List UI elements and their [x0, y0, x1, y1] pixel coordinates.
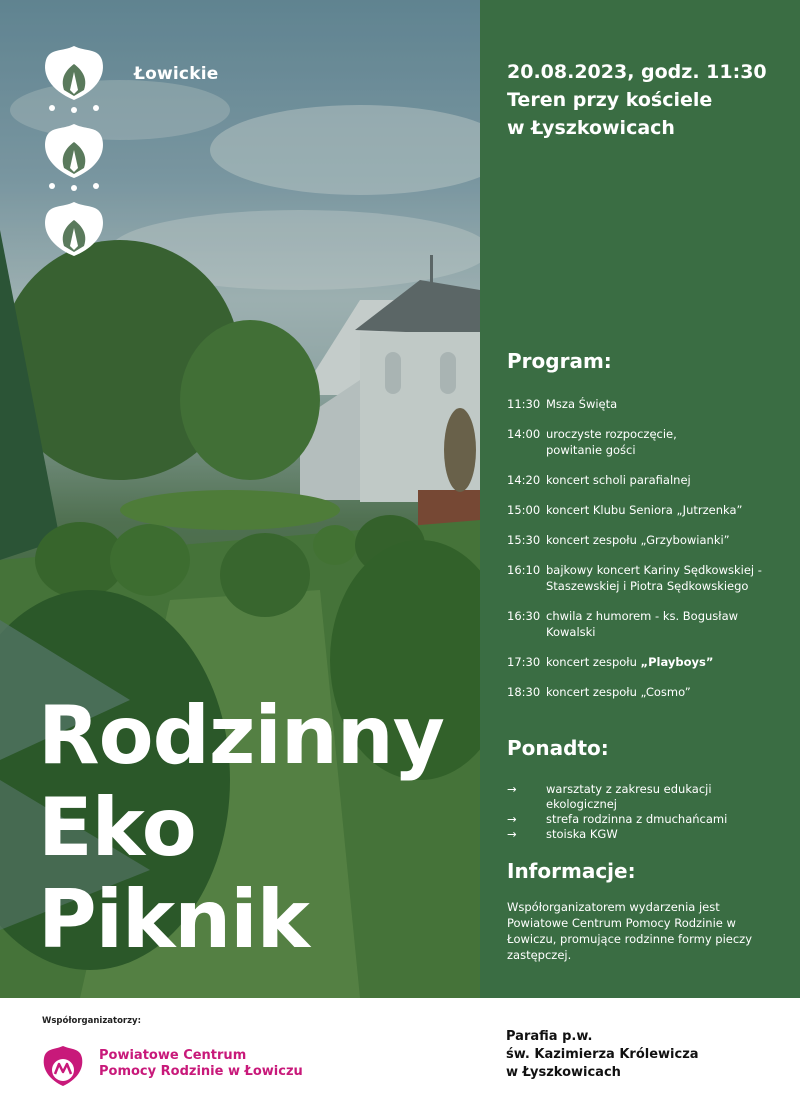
program-time: 18:30: [507, 685, 541, 699]
program-text: bajkowy koncert Kariny Sędkowskiej -Staszewskiej i Piotra Sędkowskiego: [546, 563, 762, 593]
program-time: 15:30: [507, 533, 541, 547]
extras-item: [507, 782, 792, 812]
program-text: koncert scholi parafialnej: [546, 473, 691, 487]
event-when-where: [507, 58, 792, 142]
co-organizers-label: Współorganizatorzy:: [42, 1016, 141, 1026]
extras-text: stoiska KGW: [546, 827, 618, 841]
program-time: 15:00: [507, 503, 541, 517]
program-time: 11:30: [507, 397, 541, 411]
program-text: Msza Święta: [546, 397, 618, 411]
event-place: w Łyszkowicach: [507, 117, 675, 139]
program-time: 14:20: [507, 473, 541, 487]
program-time: 16:10: [507, 563, 541, 577]
program-list: [507, 396, 792, 714]
program-item: [507, 608, 792, 640]
lowickie-flower-icon: [42, 198, 106, 262]
lowickie-logo: [42, 42, 106, 266]
arrow-right-icon: →: [507, 812, 517, 826]
info-panel: [480, 0, 800, 998]
event-place: Teren przy kościele: [507, 89, 713, 111]
program-text-prefix: koncert zespołu: [546, 655, 641, 669]
arrow-right-icon: →: [507, 827, 517, 841]
info-heading: Informacje:: [507, 859, 636, 883]
parish-name-line: Parafia p.w.: [506, 1029, 593, 1044]
arrow-right-icon: →: [507, 782, 517, 796]
brand-name: Łowickie: [134, 64, 219, 84]
extras-item: [507, 812, 792, 827]
program-text-highlight: „Playboys”: [640, 655, 714, 669]
program-item: [507, 472, 792, 488]
lowickie-flower-icon: [42, 120, 106, 194]
parish-name-line: w Łyszkowicach: [506, 1065, 621, 1080]
program-item: [507, 562, 792, 594]
pcpr-name-line: Powiatowe Centrum: [99, 1048, 247, 1063]
program-text: koncert Klubu Seniora „Jutrzenka”: [546, 503, 743, 517]
program-time: 17:30: [507, 655, 541, 669]
extras-item: [507, 827, 792, 842]
program-item: [507, 502, 792, 518]
program-text: uroczyste rozpoczęcie, powitanie gości: [546, 427, 677, 457]
event-title-line: Piknik: [38, 873, 309, 966]
program-time: 14:00: [507, 427, 541, 441]
program-text: koncert zespołu „Grzybowianki”: [546, 533, 730, 547]
parish-name: [506, 1028, 699, 1082]
lowickie-flower-icon: [42, 42, 106, 116]
event-title-line: Eko: [38, 781, 196, 874]
event-title-line: Rodzinny: [38, 689, 444, 782]
pcpr-name-line: Pomocy Rodzinie w Łowiczu: [99, 1064, 303, 1079]
program-text: [546, 654, 792, 670]
program-heading: Program:: [507, 349, 612, 373]
program-item: [507, 684, 792, 700]
pcpr-logo-icon: [42, 1044, 84, 1088]
program-time: 16:30: [507, 609, 541, 623]
program-text: koncert zespołu „Cosmo”: [546, 685, 691, 699]
extras-text: strefa rodzinna z dmuchańcami: [546, 812, 728, 826]
event-datetime: 20.08.2023, godz. 11:30: [507, 61, 767, 83]
pcpr-name: [99, 1048, 303, 1080]
footer: [0, 998, 800, 1104]
program-item: [507, 654, 792, 670]
extras-list: [507, 782, 792, 842]
extras-text: warsztaty z zakresu edukacji ekologicznej: [546, 782, 712, 811]
info-text: Współorganizatorem wydarzenia jest Powiatowe Centrum Pomocy Rodzinie w Łowiczu, promujące rodzinne formy pieczy zastępczej.: [507, 900, 753, 962]
parish-name-line: św. Kazimierza Królewicza: [506, 1047, 699, 1062]
program-item: [507, 532, 792, 548]
program-item: [507, 396, 792, 412]
program-item: [507, 426, 792, 458]
event-title: [38, 690, 444, 966]
extras-heading: Ponadto:: [507, 736, 609, 760]
program-text: chwila z humorem - ks. Bogusław Kowalski: [546, 609, 739, 639]
